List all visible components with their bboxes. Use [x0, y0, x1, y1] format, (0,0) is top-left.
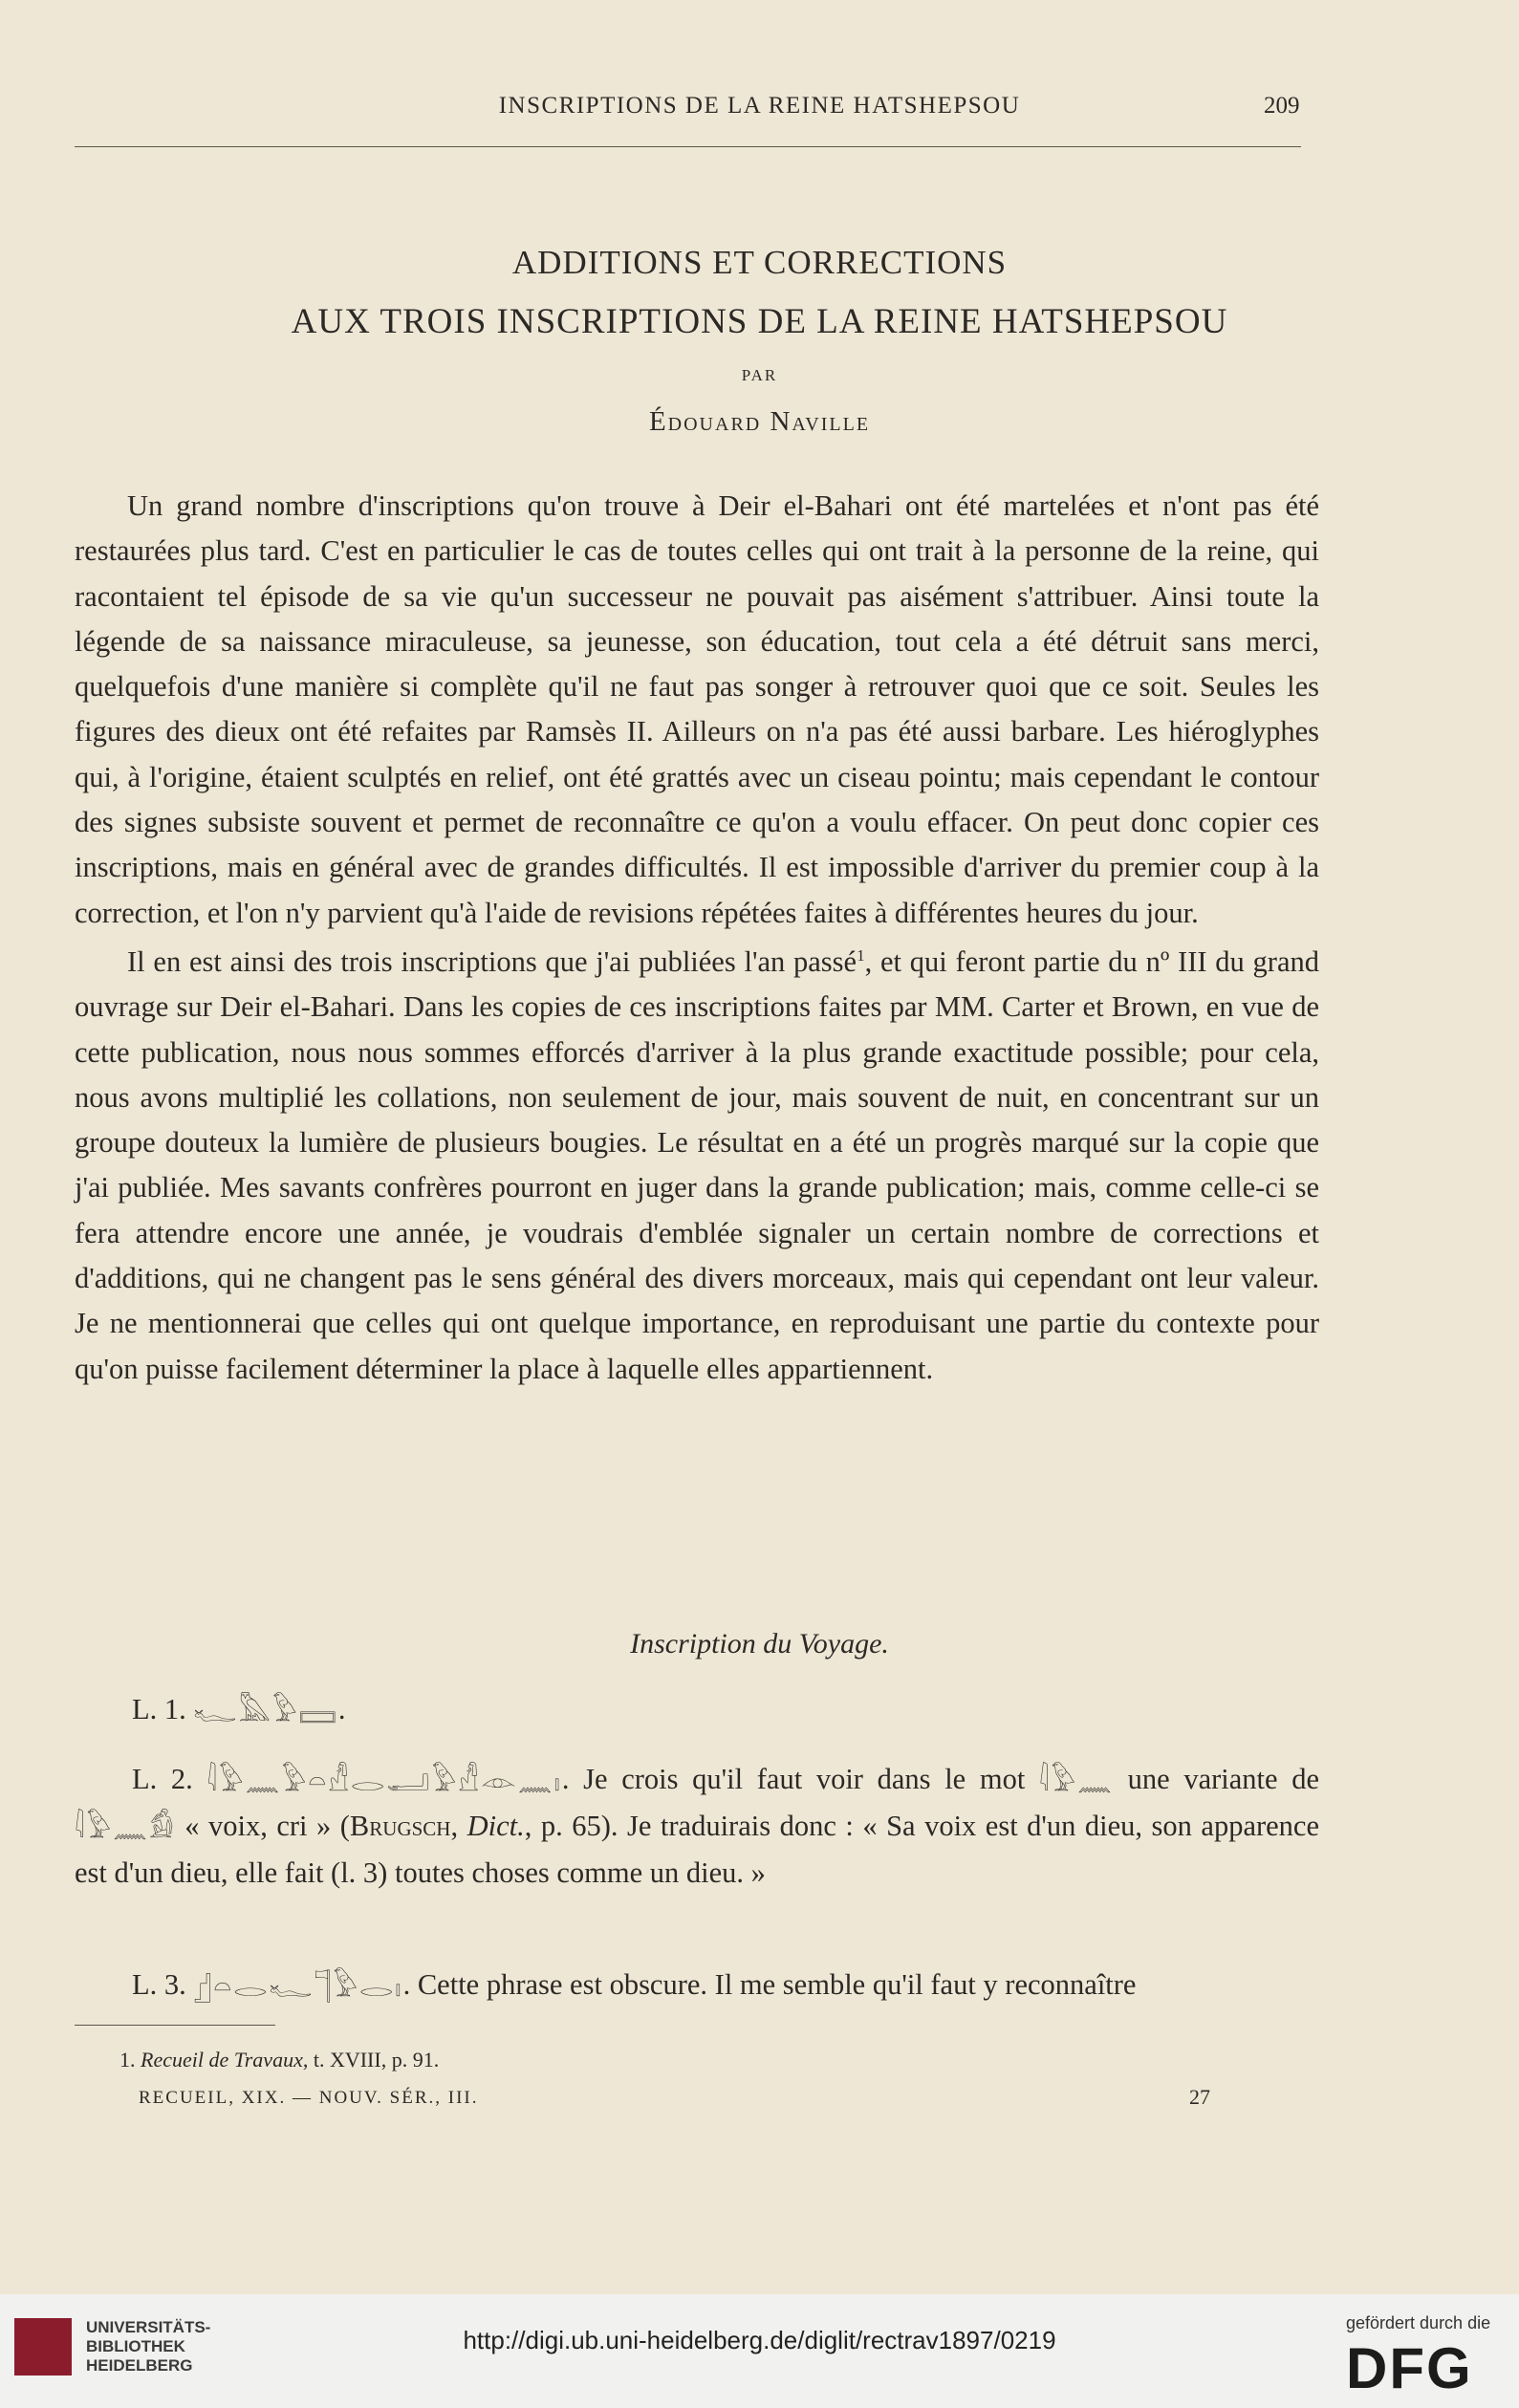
byline-par: PAR: [741, 366, 778, 384]
library-name-line-2: BIBLIOTHEK: [86, 2337, 185, 2355]
footnote-1: [119, 2048, 439, 2072]
article-body: [75, 484, 1319, 1392]
permalink-url[interactable]: http://digi.ub.uni-heidelberg.de/diglit/rectrav1897/0219: [463, 2326, 1056, 2354]
author-name: Édouard Naville: [648, 406, 871, 437]
paragraph-2-rest: , et qui feront partie du nº III du grand ouvrage sur Deir el-Bahari. Dans les copies de ces inscriptions faites par MM. Carter et Brown, en vue de cette publication, nous nous sommes efforcés d'arriver à la plus grande exactitude possible; pour cela, nous avons multiplié les collations, non seulement de jour, mais souvent de nuit, en concentrant sur un groupe douteux la lumière de plusieurs bougies. Le résultat en a été un progrès marqué sur la copie que j'ai publiée. Mes savants confrères pourront en juger dans la grande publication; mais, comme celle-ci se fera attendre encore une année, je voudrais d'emblée signaler un certain nombre de corrections et d'additions, qui ne changent pas le sens général des divers morceaux, mais qui cependant ont leur valeur. Je ne mentionnerai que celles qui ont quelque importance, en reproduisant une partie du contexte pour qu'on puisse facilement déterminer la place à laquelle elles appartiennent.: [75, 944, 1319, 1385]
hieroglyph-word-2: 𓇋𓅱𓈖𓀁: [75, 1811, 176, 1845]
line-3-commentary: . Cette phrase est obscure. Il me semble qu'il faut y reconnaître: [402, 1968, 1137, 2001]
footnote-marker[interactable]: 1: [857, 945, 865, 965]
hieroglyph-group-line-1: 𓆑𓅓𓅱𓈙: [193, 1695, 338, 1728]
cited-work: Dict.: [467, 1810, 525, 1842]
paragraph-2: [75, 940, 1319, 1392]
footnote-detail: , t. XVIII, p. 91.: [302, 2048, 440, 2072]
funder-caption: gefördert durch die: [1346, 2313, 1491, 2332]
paragraph-1: Un grand nombre d'inscriptions qu'on trouve à Deir el-Bahari ont été martelées et n'ont pas été restaurées plus tard. C'est en particulier le cas de toutes celles qui ont trait à la personne de la reine, qui racontaient tel épisode de sa vie qu'un successeur ne pouvait pas aisément s'attribuer. Ainsi toute la légende de sa naissance miraculeuse, sa jeunesse, son éducation, tout cela a été détruit sans merci, quelquefois d'une manière si complète qu'il ne faut pas songer à retrouver quoi que ce soit. Seules les figures des dieux ont été refaites par Ramsès II. Ailleurs on n'a pas été aussi barbare. Les hiéroglyphes qui, à l'origine, étaient sculptés en relief, ont été grattés avec un ciseau pointu; mais cependant le contour des signes subsiste souvent et permet de reconnaître ce qu'on a voulu effacer. On peut donc copier ces inscriptions, mais en général avec de grandes difficultés. Il est impossible d'arriver du premier coup à la correction, et l'on n'y parvient qu'à l'aide de revisions répétées faites à différentes heures du jour.: [75, 489, 1319, 929]
line-2-commentary: . Je crois qu'il faut voir dans le mot: [561, 1763, 1026, 1795]
article-title-line1: ADDITIONS ET CORRECTIONS: [511, 244, 1008, 281]
line-3-label: L. 3.: [132, 1968, 186, 2001]
section-heading: Inscription du Voyage.: [630, 1628, 889, 1660]
paragraph-2-start: Il en est ainsi des trois inscriptions que j'ai publiées l'an passé: [127, 944, 857, 978]
gathering-signature: 27: [1189, 2085, 1210, 2109]
footnote-source: Recueil de Travaux: [141, 2048, 303, 2072]
line-2-commentary-3: « voix, cri » (: [184, 1810, 350, 1842]
journal-signature-line: RECUEIL, XIX. — NOUV. SÉR., III.: [139, 2088, 479, 2108]
dfg-logo: DFG: [1346, 2336, 1473, 2400]
hieroglyph-group-line-2: 𓇋𓅱𓈖𓅱𓏏𓀭𓂋𓂝𓅱𓀭𓁹𓈖𓏤: [206, 1765, 562, 1798]
footnote-number: 1.: [119, 2048, 136, 2072]
footnote-rule: [75, 2025, 275, 2026]
line-2-commentary-4: , p. 65). Je traduirais donc : « Sa voix est d'un dieu, son apparence est d'un dieu, elle fait (l. 3) toutes choses comme un dieu. »: [75, 1810, 1320, 1889]
line-2-label: L. 2.: [132, 1763, 193, 1795]
line-2-commentary-2: une variante de: [1127, 1763, 1320, 1795]
article-title-line2: AUX TROIS INSCRIPTIONS DE LA REINE HATSHEPSOU: [291, 302, 1228, 341]
line-1-entry: L. 1. 𓆑𓅓𓅱𓈙.: [132, 1693, 346, 1728]
header-rule: [75, 146, 1301, 147]
line-1-label: L. 1.: [132, 1693, 186, 1725]
page-number: 209: [1264, 93, 1300, 119]
running-title: INSCRIPTIONS DE LA REINE HATSHEPSOU: [498, 93, 1021, 119]
library-name-line-1: UNIVERSITÄTS-: [86, 2318, 211, 2336]
cited-author: Brugsch: [349, 1810, 451, 1842]
line-2-entry: L. 2. 𓇋𓅱𓈖𓅱𓏏𓀭𓂋𓂝𓅱𓀭𓁹𓈖𓏤. Je crois qu'il faut voir dans le mot 𓇋𓅱𓈖 une variante de 𓇋𓅱𓈖𓀁 « voix, cri » (Brugsch, Dict., p. 65). Je traduirais donc : « Sa voix est d'un dieu, son apparence est d'un dieu, elle fait (l. 3) toutes choses comme un dieu. »: [75, 1763, 1320, 1889]
hieroglyph-group-line-3: 𓊨𓏏𓂋𓆑𓊹𓅱𓂋𓏤: [193, 1970, 403, 2004]
line-3-entry: [75, 1963, 1319, 2009]
library-name-line-3: HEIDELBERG: [86, 2356, 193, 2375]
hieroglyph-word-1: 𓇋𓅱𓈖: [1039, 1765, 1114, 1798]
